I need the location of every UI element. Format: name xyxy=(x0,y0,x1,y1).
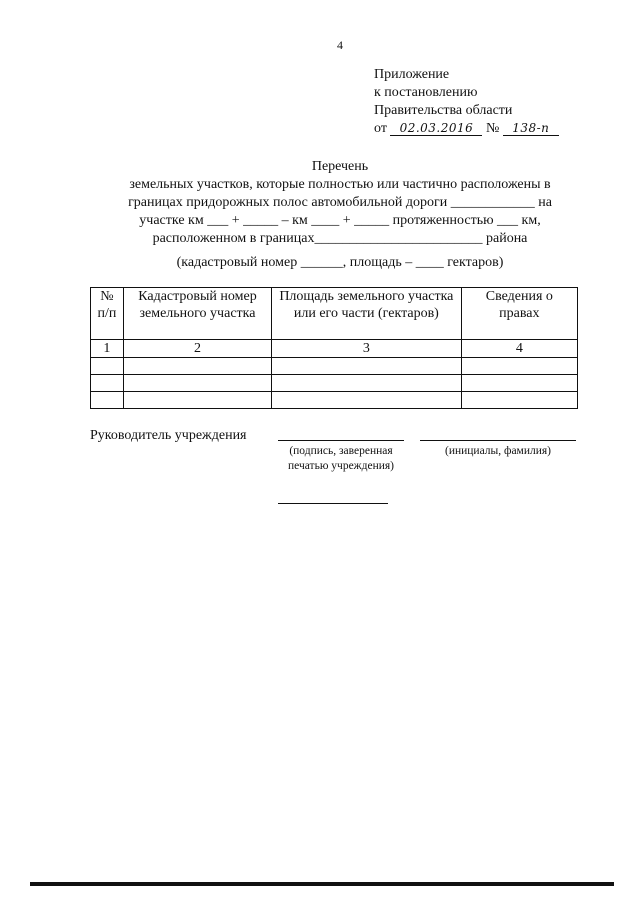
appendix-line-1: Приложение xyxy=(374,67,450,82)
header-number: № п/п xyxy=(91,288,124,340)
signature-label: Руководитель учреждения xyxy=(90,428,247,443)
table-cell xyxy=(272,358,462,375)
cadastral-line: (кадастровый номер ______, площадь – ____ гектаров) xyxy=(176,255,504,270)
title-line-2: границах придорожных полос автомобильной дороги ____________ на xyxy=(128,195,552,210)
table-cell xyxy=(461,375,577,392)
title-line-4: расположенном в границах________________________ района xyxy=(152,231,528,246)
appendix-line-3: Правительства области xyxy=(374,103,513,118)
table-row xyxy=(91,358,578,375)
closing-rule xyxy=(278,503,388,504)
table-row xyxy=(91,375,578,392)
handwritten-number: 138-п xyxy=(503,122,559,136)
table-cell xyxy=(272,392,462,409)
appendix-date-line xyxy=(374,120,559,138)
header-area: Площадь земельного участка или его части (гектаров) xyxy=(272,288,462,340)
signature-caption: (подпись, заверенная печатью учреждения) xyxy=(287,445,394,472)
name-caption: (инициалы, фамилия) xyxy=(444,445,552,457)
document-heading: Перечень xyxy=(311,159,369,174)
header-rights: Сведения о правах xyxy=(461,288,577,340)
name-line xyxy=(420,440,576,441)
column-number-3: 3 xyxy=(272,340,462,358)
table-cell xyxy=(91,358,124,375)
table-cell xyxy=(461,392,577,409)
table-cell xyxy=(123,375,271,392)
table-cell xyxy=(461,358,577,375)
number-prefix: № xyxy=(485,121,500,136)
table-column-numbers-row xyxy=(91,340,578,358)
column-number-1: 1 xyxy=(91,340,124,358)
table-cell xyxy=(272,375,462,392)
table-cell xyxy=(123,358,271,375)
footer-scan-edge xyxy=(30,882,614,886)
table-cell xyxy=(91,375,124,392)
header-cadastral: Кадастровый номер земельного участка xyxy=(123,288,271,340)
column-number-2: 2 xyxy=(123,340,271,358)
date-prefix: от xyxy=(374,121,387,136)
table-header-row xyxy=(91,288,578,340)
appendix-line-2: к постановлению xyxy=(374,85,478,100)
signature-line xyxy=(278,440,404,441)
title-line-3: участке км ___ + _____ – км ____ + _____ протяженностью ___ км, xyxy=(139,213,541,228)
table-row xyxy=(91,392,578,409)
table-cell xyxy=(91,392,124,409)
land-plots-table xyxy=(90,287,578,409)
title-line-1: земельных участков, которые полностью или частично расположены в xyxy=(129,177,551,192)
appendix-block xyxy=(374,66,559,138)
column-number-4: 4 xyxy=(461,340,577,358)
title-block xyxy=(80,158,600,272)
handwritten-date: 02.03.2016 xyxy=(390,122,482,136)
table-cell xyxy=(123,392,271,409)
page-number: 4 xyxy=(337,38,343,52)
